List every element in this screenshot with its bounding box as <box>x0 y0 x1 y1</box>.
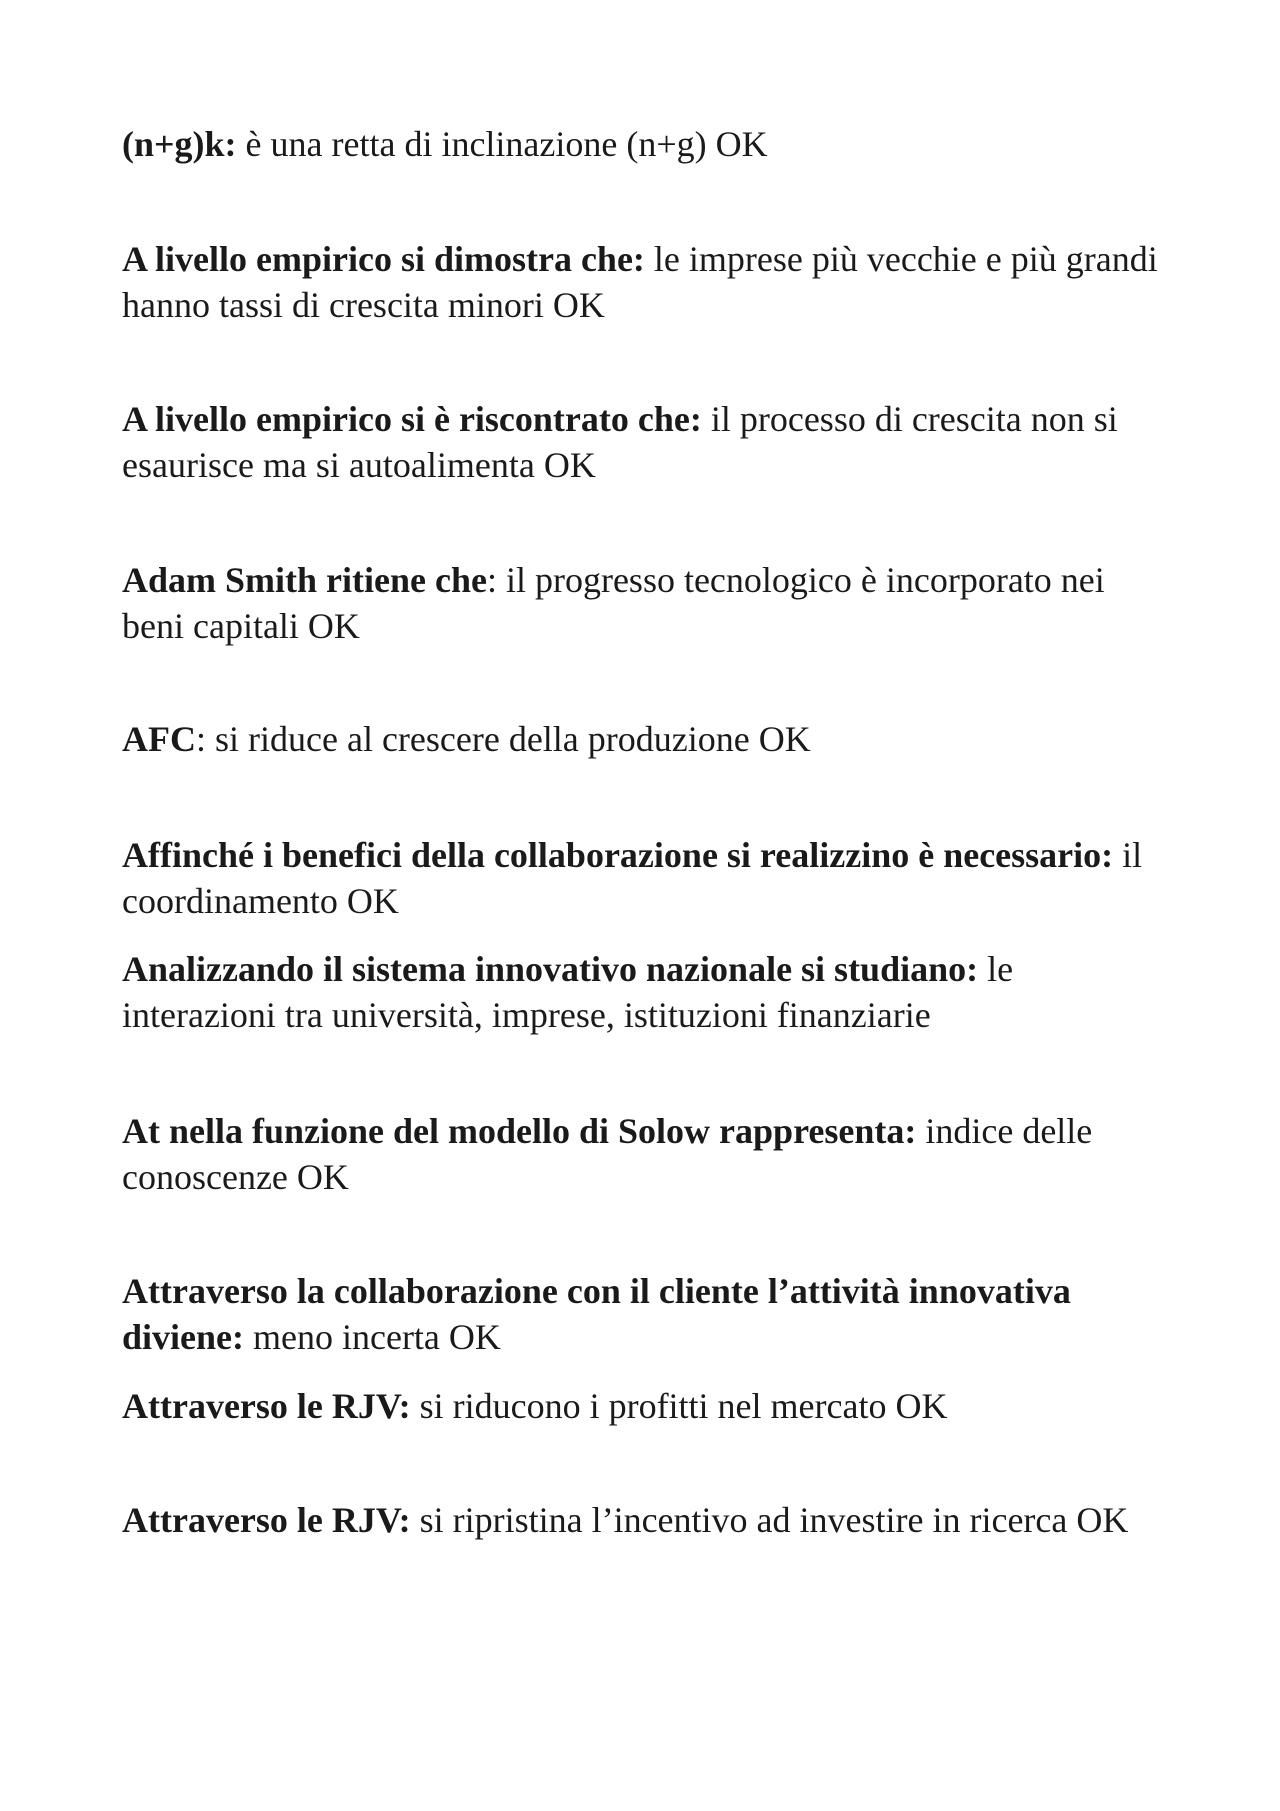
entry-question: At nella funzione del modello di Solow rappresenta: <box>122 1111 917 1151</box>
entry-answer: si ripristina l’incentivo ad investire in ricerca OK <box>410 1500 1129 1540</box>
entry-rjv-profitti <box>122 1383 1172 1429</box>
entry-livello-empirico-dimostra <box>122 236 1172 328</box>
entry-sistema-innovativo <box>122 946 1172 1038</box>
entry-answer: è una retta di inclinazione (n+g) OK <box>236 124 768 164</box>
entry-answer: meno incerta OK <box>244 1317 501 1357</box>
entry-at-solow <box>122 1108 1172 1200</box>
entry-collaborazione-cliente <box>122 1268 1172 1360</box>
entry-answer: : il progresso tecnologico è incorporato nei beni capitali OK <box>122 560 1105 646</box>
entry-answer: : si riduce al crescere della produzione OK <box>196 719 811 759</box>
entry-question: Adam Smith ritiene che <box>122 560 487 600</box>
entry-answer: le imprese più vecchie e più grandi hanno tassi di crescita minori OK <box>122 239 1158 325</box>
entry-question: Affinché i benefici della collaborazione si realizzino è necessario: <box>122 835 1114 875</box>
entry-answer: si riducono i profitti nel mercato OK <box>410 1386 948 1426</box>
entry-question: Attraverso le RJV: <box>122 1386 411 1426</box>
entry-question: A livello empirico si è riscontrato che: <box>122 399 702 439</box>
entry-question: AFC <box>122 719 196 759</box>
entry-affinche-benefici <box>122 832 1172 924</box>
entry-answer: il processo di crescita non si esaurisce ma si autoalimenta OK <box>122 399 1118 485</box>
entry-rjv-incentivo <box>122 1497 1172 1543</box>
entry-answer: indice delle conoscenze OK <box>122 1111 1093 1197</box>
entry-adam-smith <box>122 557 1172 649</box>
entry-question: A livello empirico si dimostra che: <box>122 239 645 279</box>
entry-afc <box>122 716 1172 762</box>
entry-answer: il coordinamento OK <box>122 835 1143 921</box>
entry-livello-empirico-riscontrato <box>122 396 1172 488</box>
entry-ng-k <box>122 121 1172 167</box>
entry-answer: le interazioni tra università, imprese, istituzioni finanziarie <box>122 949 1014 1035</box>
entry-question: Analizzando il sistema innovativo nazionale si studiano: <box>122 949 979 989</box>
entry-question: (n+g)k: <box>122 124 237 164</box>
entry-question: Attraverso le RJV: <box>122 1500 411 1540</box>
entry-question: Attraverso la collaborazione con il cliente l’attività innovativa diviene: <box>122 1271 1071 1357</box>
